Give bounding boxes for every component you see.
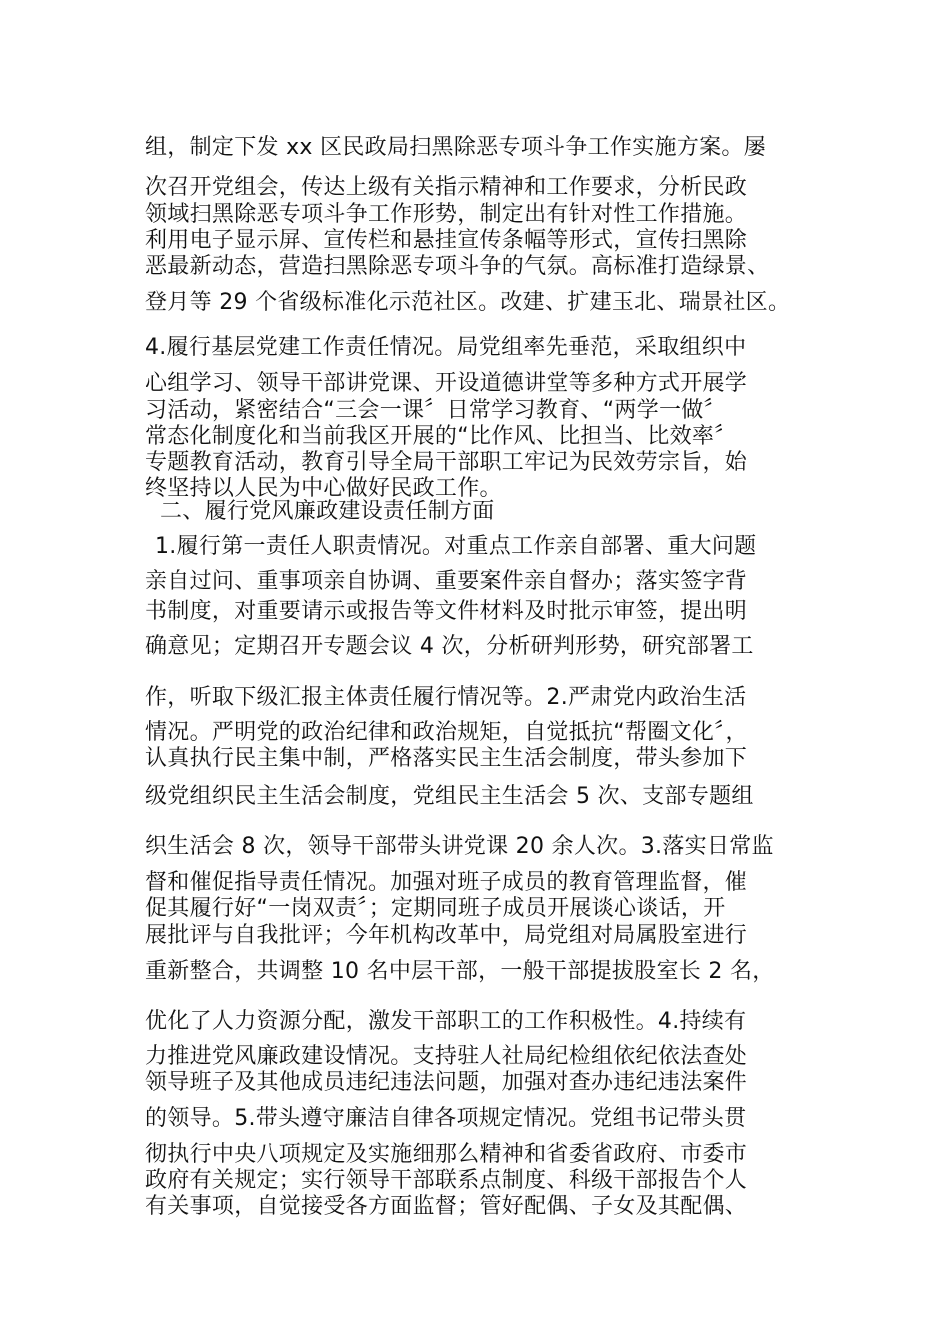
text-line: 作，听取下级汇报主体责任履行情况等。2.严肃党内政治生活: [145, 685, 747, 710]
text-line: 领导班子及其他成员违纪违法问题，加强对查办违纪违法案件: [145, 1070, 748, 1095]
text-line: 领域扫黑除恶专项斗争工作形势，制定出有针对性工作措施。: [145, 202, 748, 227]
text-line: 常态化制度化和当前我区开展的“比作风、比担当、比效率〞: [145, 424, 737, 449]
text-line: 专题教育活动，教育引导全局干部职工牢记为民效劳宗旨，始: [145, 450, 748, 475]
text-line: 促其履行好“一岗双责〞；定期同班子成员开展谈心谈话，开: [145, 896, 726, 921]
text-line: 确意见；定期召开专题会议 4 次，分析研判形势，研究部署工: [145, 634, 754, 659]
section-heading: 二、履行党风廉政建设责任制方面: [160, 499, 495, 524]
text-line: 情况。严明党的政治纪律和政治规矩，自觉抵抗“帮圈文化〞，: [145, 720, 748, 745]
text-line: 4.履行基层党建工作责任情况。局党组率先垂范，采取组织中: [145, 335, 747, 360]
text-line: 心组学习、领导干部讲党课、开设道德讲堂等多种方式开展学: [145, 371, 748, 396]
text-line: 级党组织民主生活会制度，党组民主生活会 5 次、支部专题组: [145, 784, 754, 809]
text-line: 展批评与自我批评；今年机构改革中，局党组对局属股室进行: [145, 923, 748, 948]
text-line: 终坚持以人民为中心做好民政工作。: [145, 476, 502, 501]
text-line: 1.履行第一责任人职责情况。对重点工作亲自部署、重大问题: [155, 534, 757, 559]
text-line: 书制度，对重要请示或报告等文件材料及时批示审签，提出明: [145, 599, 748, 624]
text-line: 的领导。5.带头遵守廉洁自律各项规定情况。党组书记带头贯: [145, 1106, 747, 1131]
text-line: 督和催促指导责任情况。加强对班子成员的教育管理监督，催: [145, 870, 748, 895]
text-line: 有关事项，自觉接受各方面监督；管好配偶、子女及其配偶、: [145, 1194, 748, 1219]
text-line: 力推进党风廉政建设情况。支持驻人社局纪检组依纪依法查处: [145, 1044, 748, 1069]
text-line: 认真执行民主集中制，严格落实民主生活会制度，带头参加下: [145, 746, 748, 771]
text-line: 恶最新动态，营造扫黑除恶专项斗争的气氛。高标准打造绿景、: [145, 254, 770, 279]
text-line: 次召开党组会，传达上级有关指示精神和工作要求，分析民政: [145, 175, 748, 200]
text-line: 亲自过问、重事项亲自协调、重要案件亲自督办；落实签字背: [145, 569, 748, 594]
text-line: 利用电子显示屏、宣传栏和悬挂宣传条幅等形式，宣传扫黑除: [145, 228, 748, 253]
text-line: 优化了人力资源分配，激发干部职工的工作积极性。4.持续有: [145, 1009, 747, 1034]
text-line: 政府有关规定；实行领导干部联系点制度、科级干部报告个人: [145, 1168, 748, 1193]
text-line: 习活动，紧密结合“三会一课〞日常学习教育、“两学一做〞: [145, 398, 726, 423]
text-line: 重新整合，共调整 10 名中层干部，一般干部提拔股室长 2 名，: [145, 959, 775, 984]
text-line: 组，制定下发 xx 区民政局扫黑除恶专项斗争工作实施方案。屡: [145, 135, 767, 160]
text-line: 登月等 29 个省级标准化示范社区。改建、扩建玉北、瑞景社区。: [145, 290, 791, 315]
text-line: 织生活会 8 次，领导干部带头讲党课 20 余人次。3.落实日常监: [145, 834, 774, 859]
text-line: 彻执行中央八项规定及实施细那么精神和省委省政府、市委市: [145, 1142, 748, 1167]
